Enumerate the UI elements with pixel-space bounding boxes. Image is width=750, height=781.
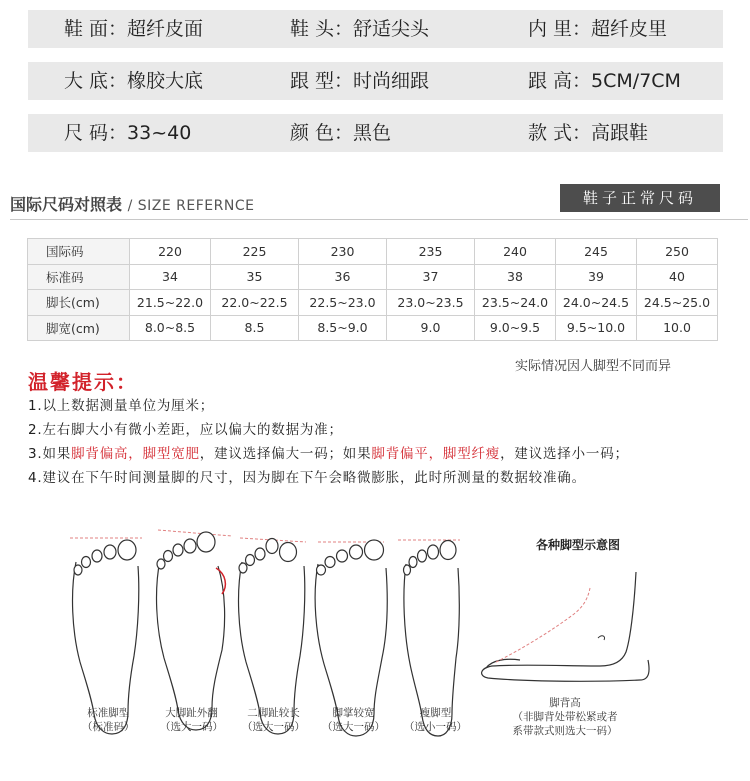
size-table-cell: 34	[130, 264, 211, 290]
size-table-cell: 37	[387, 264, 475, 290]
spec-color: 颜 色：黑色	[290, 122, 392, 144]
size-table-cell: 235	[387, 239, 475, 265]
size-table-row	[28, 264, 718, 290]
guide-line-2	[158, 530, 232, 536]
size-table	[27, 238, 718, 341]
size-table-cell: 39	[556, 264, 637, 290]
size-table-cell: 230	[299, 239, 387, 265]
tip-line-1: 1.以上数据测量单位为厘米；	[28, 398, 215, 414]
spec-upper: 鞋 面：超纤皮面	[64, 18, 204, 40]
spec-bar-2	[28, 62, 723, 100]
spec-toe: 鞋 头：舒适尖头	[290, 18, 430, 40]
spec-lining: 内 里：超纤皮里	[528, 18, 668, 40]
foot-standard-drawing	[73, 540, 139, 734]
size-table-row	[28, 315, 718, 341]
size-note: 实际情况因人脚型不同而异	[515, 359, 672, 374]
foot-instep-side-drawing	[482, 572, 649, 681]
size-table-row-header: 国际码	[28, 239, 130, 265]
foot-label-wide: 脚掌较宽 （选大一码）	[322, 707, 385, 733]
size-table-cell: 9.5~10.0	[556, 315, 637, 341]
foot-label-long-second-toe: 二脚趾较长 （选大一码）	[242, 707, 305, 733]
size-table-cell: 8.5	[211, 315, 299, 341]
spec-bar-3	[28, 114, 723, 152]
tip-line-3: 3.如果脚背偏高，脚型宽肥，建议选择偏大一码；如果脚背偏平，脚型纤瘦，建议选择小一码；	[28, 446, 629, 462]
size-table-row-header: 标准码	[28, 264, 130, 290]
spec-heel-height: 跟 高：5CM/7CM	[528, 70, 681, 92]
size-table-row-header: 脚长(cm)	[28, 290, 130, 316]
size-table-cell: 36	[299, 264, 387, 290]
size-table-cell: 9.0~9.5	[475, 315, 556, 341]
section-divider	[10, 219, 748, 220]
size-table-cell: 23.0~23.5	[387, 290, 475, 316]
tip-highlight-high-instep: 脚背偏高，脚型宽肥	[71, 446, 200, 462]
size-table-cell: 22.5~23.0	[299, 290, 387, 316]
foot-label-slim: 瘦脚型 （选小一码）	[404, 707, 467, 733]
spec-bar-1	[28, 10, 723, 48]
foot-label-instep: 脚背高 （非脚背处带松紧或者 系带款式则选大一码）	[512, 697, 618, 737]
size-table-row	[28, 239, 718, 265]
size-table-cell: 9.0	[387, 315, 475, 341]
size-table-cell: 23.5~24.0	[475, 290, 556, 316]
spec-style: 款 式：高跟鞋	[528, 122, 649, 144]
foot-label-standard: 标准脚型 （标准码）	[82, 707, 135, 733]
size-section-subtitle: / SIZE REFERNCE	[127, 198, 255, 214]
size-table-cell: 245	[556, 239, 637, 265]
diagram-title: 各种脚型示意图	[536, 538, 621, 552]
size-table-cell: 21.5~22.0	[130, 290, 211, 316]
size-table-cell: 8.5~9.0	[299, 315, 387, 341]
size-table-cell: 220	[130, 239, 211, 265]
normal-size-badge: 鞋子正常尺码	[560, 184, 720, 212]
size-table-row-header: 脚宽(cm)	[28, 315, 130, 341]
size-table-cell: 250	[637, 239, 718, 265]
foot-bunion-drawing	[157, 532, 226, 730]
size-table-cell: 24.0~24.5	[556, 290, 637, 316]
size-table-row	[28, 290, 718, 316]
size-table-cell: 40	[637, 264, 718, 290]
size-table-cell: 35	[211, 264, 299, 290]
size-table-cell: 10.0	[637, 315, 718, 341]
tip-line-4: 4.建议在下午时间测量脚的尺寸，因为脚在下午会略微膨胀，此时所测量的数据较准确。	[28, 470, 586, 486]
tip-highlight-flat-instep: 脚背偏平，脚型纤瘦	[371, 446, 501, 462]
foot-long-second-toe-drawing	[239, 539, 305, 735]
size-table-cell: 225	[211, 239, 299, 265]
spec-heel-type: 跟 型：时尚细跟	[290, 70, 430, 92]
tips-title: 温馨提示：	[28, 370, 138, 394]
size-table-cell: 240	[475, 239, 556, 265]
size-table-cell: 22.0~22.5	[211, 290, 299, 316]
spec-size: 尺 码：33~40	[64, 122, 192, 144]
size-table-cell: 38	[475, 264, 556, 290]
size-section-title: 国际尺码对照表 / SIZE REFERNCE	[10, 195, 255, 214]
size-table-cell: 24.5~25.0	[637, 290, 718, 316]
size-table-cell: 8.0~8.5	[130, 315, 211, 341]
tip-line-2: 2.左右脚大小有微小差距，应以偏大的数据为准；	[28, 422, 343, 438]
foot-label-bunion: 大脚趾外翻 （选大一码）	[160, 707, 223, 733]
spec-sole: 大 底：橡胶大底	[64, 70, 204, 92]
foot-shapes-diagram	[0, 500, 750, 781]
